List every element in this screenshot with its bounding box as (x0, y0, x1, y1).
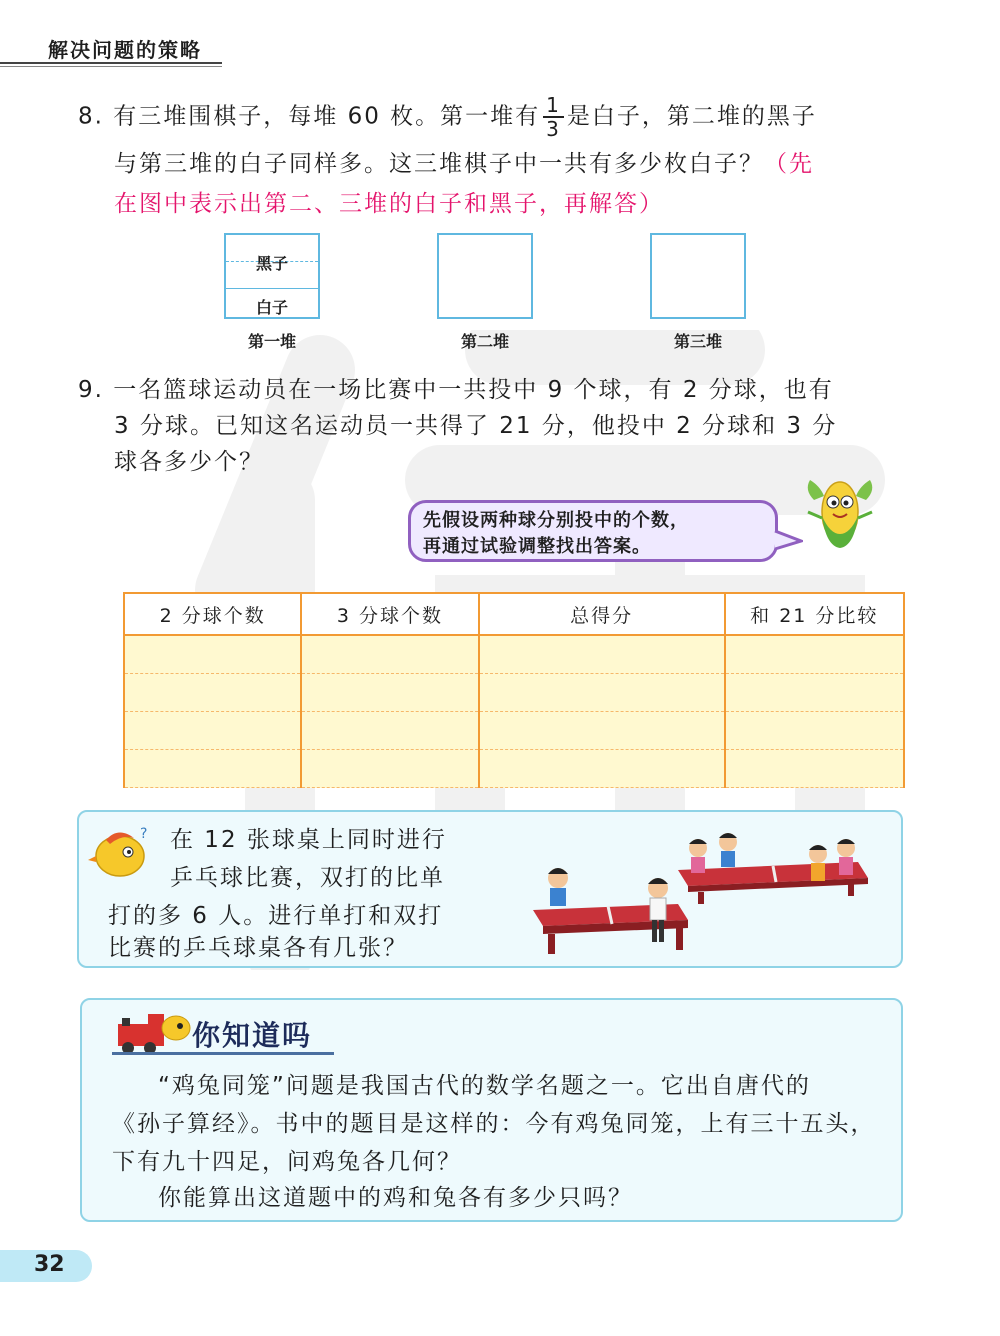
q9-number: 9. (78, 377, 104, 403)
fraction-denominator: 3 (546, 117, 561, 141)
bubble-tail (773, 527, 803, 557)
table-cell[interactable] (479, 750, 725, 788)
pile-divider (226, 288, 318, 289)
hint-bubble (408, 500, 778, 562)
page-number: 32 (34, 1252, 65, 1277)
table-cell[interactable] (479, 635, 725, 674)
pile-2-label: 第二堆 (460, 332, 509, 351)
header-divider (0, 62, 222, 64)
pile-1-label: 第一堆 (247, 332, 296, 351)
table-cell[interactable] (301, 750, 478, 788)
table-cell[interactable] (124, 712, 301, 750)
table-cell[interactable] (725, 635, 904, 674)
table-header-cell: 总得分 (479, 593, 725, 635)
q9-line3: 球各多少个？ (114, 449, 264, 475)
pingpong-line2: 乒乓球比赛，双打的比单 (170, 865, 445, 891)
table-header-row (124, 593, 904, 635)
fraction-one-third (543, 94, 564, 140)
corn-mascot-icon (800, 472, 880, 552)
table-cell[interactable] (124, 674, 301, 712)
pingpong-line1: 在 12 张球桌上同时进行 (170, 827, 447, 853)
pingpong-line3: 打的多 6 人。进行单打和双打 (108, 903, 444, 929)
q8-number: 8. (78, 103, 104, 130)
table-row (124, 750, 904, 788)
pile-1-diagram (224, 233, 320, 319)
q8-instruction-line3: 在图中表示出第二、三堆的白子和黑子，再解答） (114, 191, 664, 217)
q8-text-line2: 与第三堆的白子同样多。这三堆棋子中一共有多少枚白子？ (114, 151, 764, 177)
train-mascot-icon (112, 1006, 194, 1056)
pile-2-diagram[interactable] (437, 233, 533, 319)
did-you-know-title: 你知道吗 (192, 1019, 313, 1052)
q8-instruction-start: （先 (764, 151, 814, 177)
q9-text-line1: 一名篮球运动员在一场比赛中一共投中 9 个球，有 2 分球，也有 (113, 377, 834, 403)
table-cell[interactable] (479, 712, 725, 750)
pile-1-black-label: 黑子 (255, 254, 288, 273)
table-cell[interactable] (725, 674, 904, 712)
table-cell[interactable] (301, 712, 478, 750)
title-underline (112, 1052, 334, 1055)
header-title: 解决问题的策略 (48, 38, 202, 62)
table-header-cell: 2 分球个数 (124, 593, 301, 635)
pile-3-diagram[interactable] (650, 233, 746, 319)
header-divider-thin (0, 66, 222, 67)
know-line1: “鸡兔同笼”问题是我国古代的数学名题之一。它出自唐代的 (158, 1073, 811, 1099)
q8-line2 (114, 142, 914, 186)
q8-text-a: 有三堆围棋子，每堆 60 枚。第一堆有 (113, 103, 541, 130)
table-row (124, 674, 904, 712)
table-header-cell: 和 21 分比较 (725, 593, 904, 635)
hint-line1: 先假设两种球分别投中的个数， (423, 510, 689, 531)
table-cell[interactable] (301, 635, 478, 674)
q8-line1 (78, 94, 908, 140)
hint-line2: 再通过试验调整找出答案。 (423, 536, 651, 557)
pile-3-label: 第三堆 (673, 332, 722, 351)
table-cell[interactable] (124, 635, 301, 674)
table-cell[interactable] (725, 750, 904, 788)
pingpong-illustration (528, 818, 868, 958)
bird-mascot-icon (88, 822, 158, 882)
svg-text:?: ? (140, 826, 148, 842)
pile-1-white-label: 白子 (255, 298, 288, 317)
table-cell[interactable] (301, 674, 478, 712)
table-cell[interactable] (124, 750, 301, 788)
table-header-cell: 3 分球个数 (301, 593, 478, 635)
q8-text-b: 是白子，第二堆的黑子 (566, 103, 817, 130)
fraction-numerator: 1 (543, 94, 564, 118)
table-cell[interactable] (725, 712, 904, 750)
trial-table (123, 592, 905, 788)
know-line4: 你能算出这道题中的鸡和兔各有多少只吗？ (158, 1185, 633, 1211)
know-line2: 《孙子算经》。书中的题目是这样的：今有鸡兔同笼，上有三十五头， (112, 1111, 876, 1137)
table-row (124, 712, 904, 750)
q9-line2: 3 分球。已知这名运动员一共得了 21 分，他投中 2 分球和 3 分 (114, 413, 838, 439)
pingpong-line4: 比赛的乒乓球桌各有几张？ (108, 935, 408, 961)
know-line3: 下有九十四足，问鸡兔各几何？ (112, 1149, 462, 1175)
table-cell[interactable] (479, 674, 725, 712)
table-row (124, 635, 904, 674)
